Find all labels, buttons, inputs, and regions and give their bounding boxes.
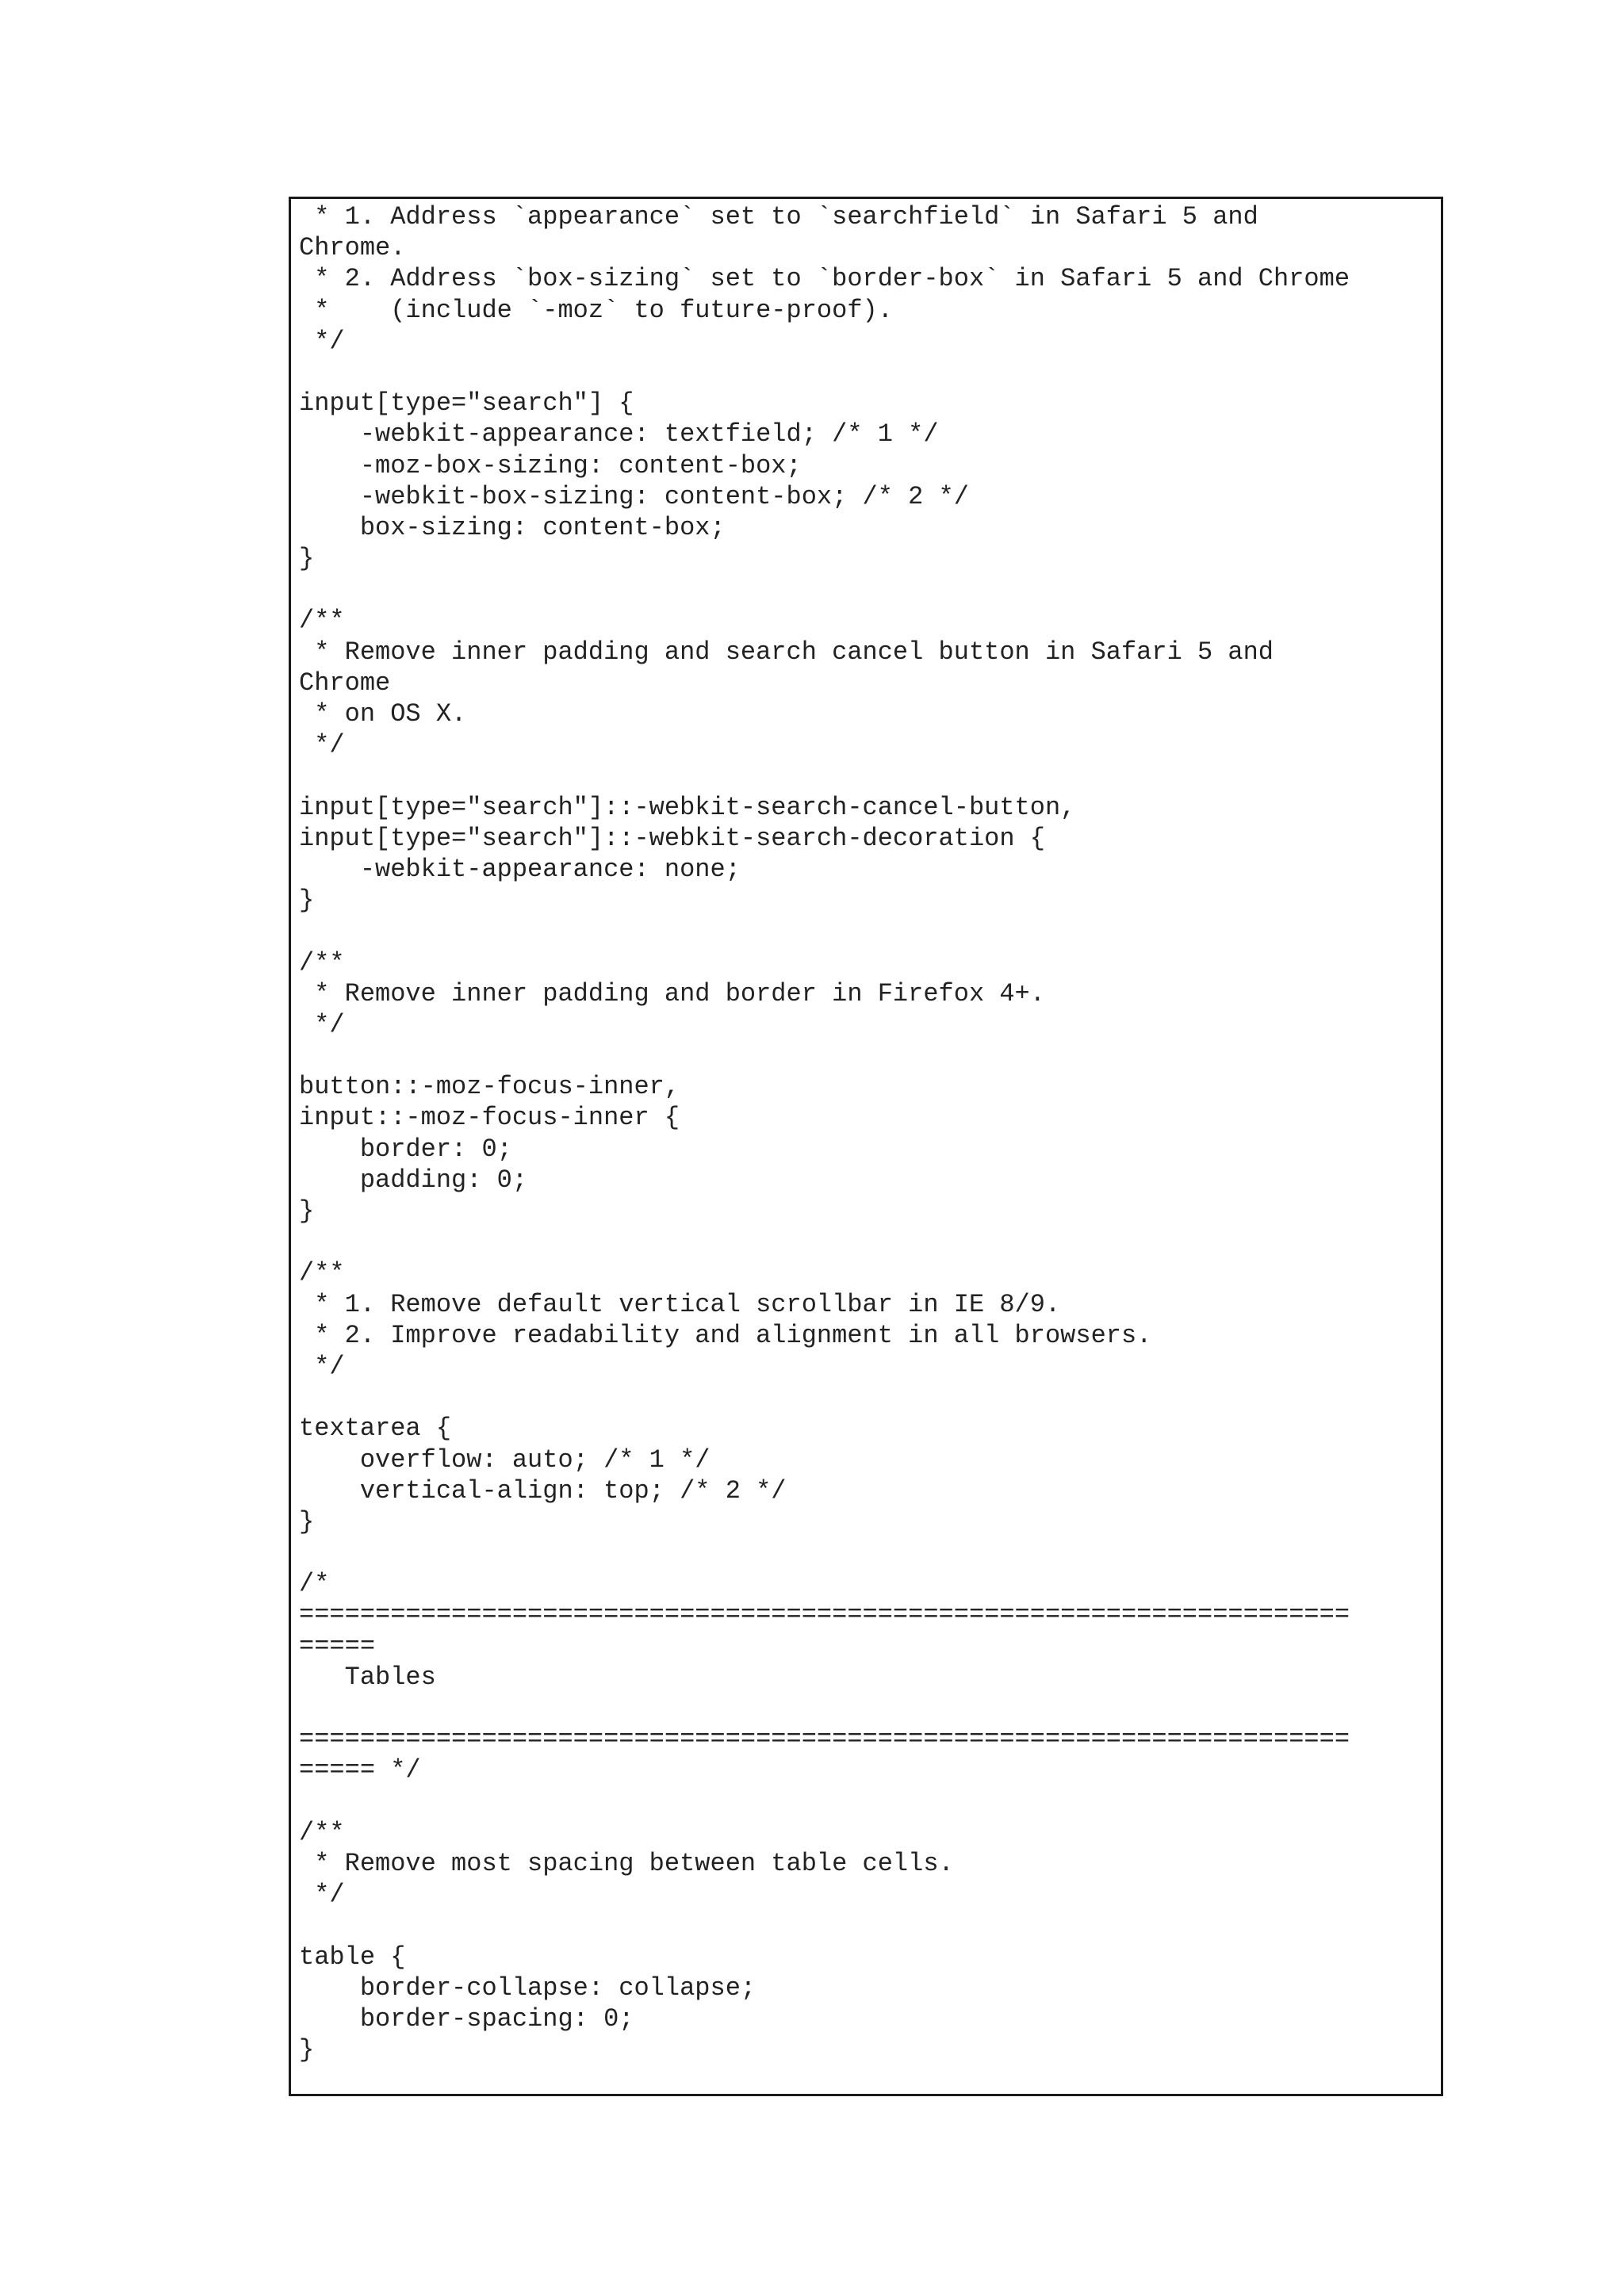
code-line: * on OS X. — [299, 699, 467, 729]
code-line — [299, 1693, 1436, 1724]
code-line: ===================================================================== — [299, 1724, 1350, 1755]
code-line: ===== — [299, 1631, 376, 1661]
code-line: * Remove most spacing between table cells. — [299, 1848, 954, 1878]
code-line: box-sizing: content-box; — [299, 512, 726, 542]
code-line: /** — [299, 606, 345, 636]
code-line: -moz-box-sizing: content-box; — [299, 450, 802, 480]
code-line: -webkit-box-sizing: content-box; /* 2 */ — [299, 481, 969, 511]
code-line: -webkit-appearance: none; — [299, 854, 741, 884]
code-line — [299, 1040, 1436, 1071]
code-line: * Remove inner padding and border in Firefox 4+. — [299, 978, 1045, 1008]
code-line: border-spacing: 0; — [299, 2003, 634, 2034]
code-line: Tables — [299, 1662, 436, 1692]
code-line: */ — [299, 730, 345, 760]
code-line: input[type="search"]::-webkit-search-cancel-button, — [299, 792, 1076, 822]
code-line: -webkit-appearance: textfield; /* 1 */ — [299, 419, 939, 450]
code-line: textarea { — [299, 1414, 452, 1444]
code-line: } — [299, 1196, 315, 1226]
code-line — [299, 1910, 1436, 1941]
code-line: * (include `-moz` to future-proof). — [299, 295, 893, 325]
code-line: * 1. Remove default vertical scrollbar in IE 8/9. — [299, 1289, 1061, 1319]
code-line: ===================================================================== — [299, 1600, 1350, 1630]
code-line: } — [299, 886, 315, 916]
code-line: } — [299, 544, 315, 574]
code-line: input[type="search"] { — [299, 388, 634, 419]
code-line: border-collapse: collapse; — [299, 1973, 756, 2003]
code-line — [299, 1786, 1436, 1817]
code-line: padding: 0; — [299, 1165, 528, 1195]
code-line — [299, 357, 1436, 388]
code-line: /** — [299, 947, 345, 978]
code-line: Chrome. — [299, 233, 406, 263]
code-line: */ — [299, 1880, 345, 1910]
code-line: * 2. Address `box-sizing` set to `border-box` in Safari 5 and Chrome — [299, 264, 1350, 294]
code-line: * Remove inner padding and search cancel button in Safari 5 and — [299, 637, 1274, 667]
code-line — [299, 1382, 1436, 1413]
code-line: } — [299, 1506, 315, 1536]
code-line: overflow: auto; /* 1 */ — [299, 1445, 710, 1475]
code-line — [299, 916, 1436, 947]
code-line — [299, 1226, 1436, 1257]
code-listing — [299, 201, 1436, 2065]
code-listing-frame — [289, 197, 1443, 2096]
code-line: */ — [299, 326, 345, 356]
code-line: /* — [299, 1569, 330, 1599]
code-line: ===== */ — [299, 1755, 421, 1785]
code-line: */ — [299, 1009, 345, 1039]
code-line — [299, 760, 1436, 791]
code-line: /** — [299, 1817, 345, 1847]
code-line: * 1. Address `appearance` set to `searchfield` in Safari 5 and — [299, 202, 1258, 232]
code-line: } — [299, 2035, 315, 2065]
code-line: Chrome — [299, 668, 391, 698]
code-line: * 2. Improve readability and alignment in all browsers. — [299, 1320, 1152, 1350]
code-line: /** — [299, 1258, 345, 1288]
code-line: button::-moz-focus-inner, — [299, 1072, 680, 1102]
code-line: table { — [299, 1942, 406, 1972]
code-line — [299, 1537, 1436, 1568]
code-line: border: 0; — [299, 1134, 512, 1164]
code-line: vertical-align: top; /* 2 */ — [299, 1475, 787, 1506]
code-line — [299, 574, 1436, 605]
code-line: */ — [299, 1351, 345, 1381]
code-line: input[type="search"]::-webkit-search-decoration { — [299, 823, 1045, 853]
code-line: input::-moz-focus-inner { — [299, 1103, 680, 1133]
